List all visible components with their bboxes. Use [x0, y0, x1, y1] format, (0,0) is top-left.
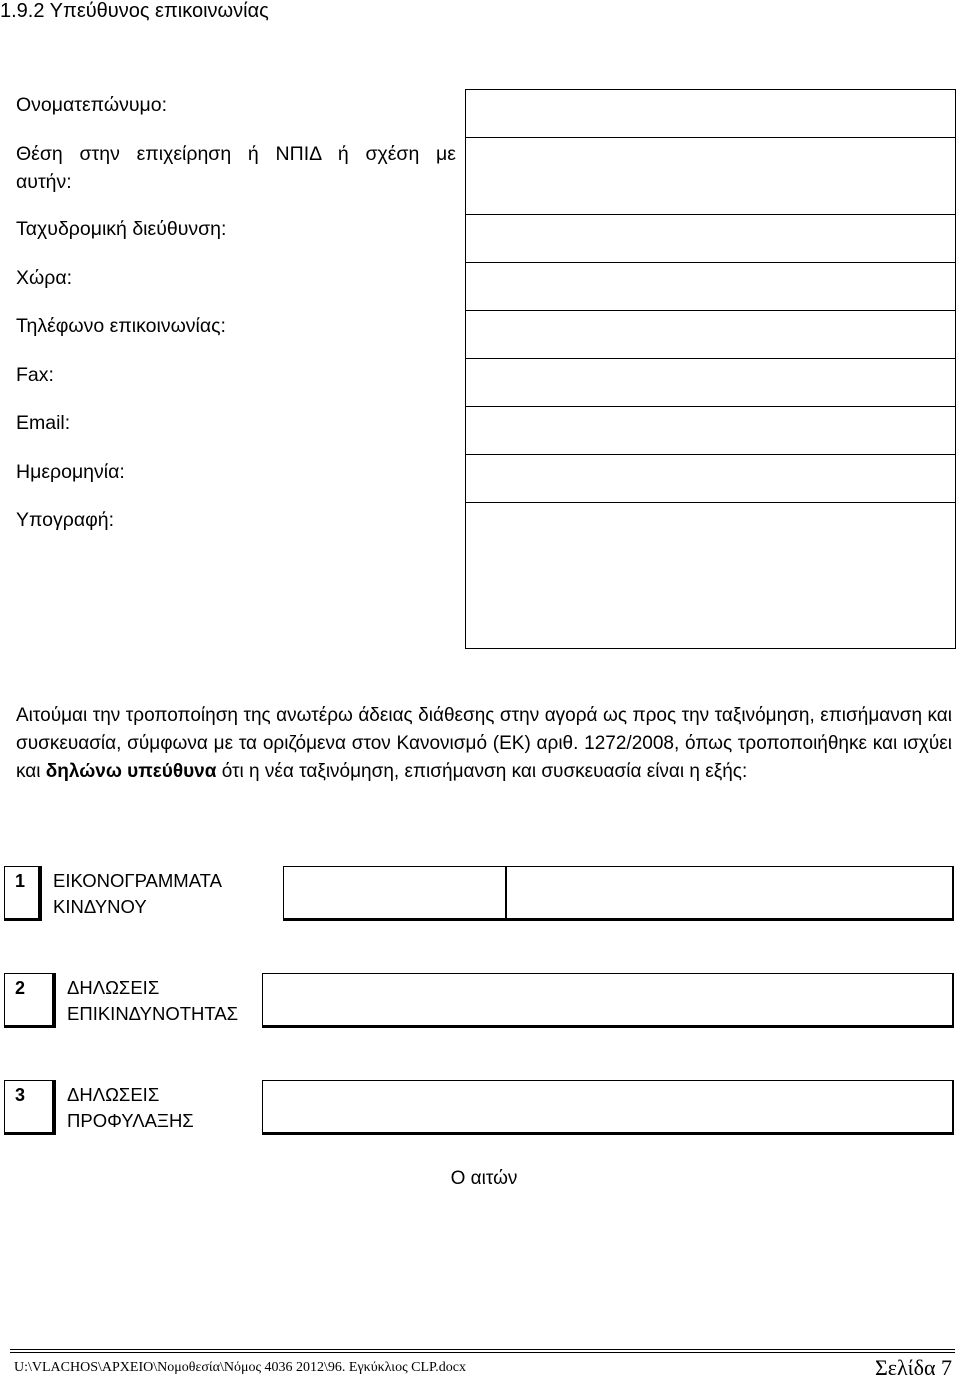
precautionary-statements-field[interactable] — [262, 1080, 954, 1135]
footer-divider — [10, 1349, 955, 1353]
contact-form-grid — [465, 89, 956, 649]
section-label-1-line1: ΕΙΚΟΝΟΓΡΑΜΜΑΤΑ — [53, 870, 222, 891]
country-field[interactable] — [466, 263, 955, 311]
section-number-3: 3 — [4, 1080, 56, 1135]
position-label: Θέση στην επιχείρηση ή ΝΠΙΔ ή σχέση με — [16, 143, 456, 165]
section-label-2 — [67, 975, 238, 1027]
full-name-field[interactable] — [466, 90, 955, 138]
email-field[interactable] — [466, 407, 955, 455]
full-name-label: Ονοματεπώνυμο: — [16, 94, 167, 116]
section-label-1-line2: ΚΙΝΔΥΝΟΥ — [53, 896, 147, 917]
declaration-bold: δηλώνω υπεύθυνα — [45, 761, 217, 782]
signature-label: Υπογραφή: — [16, 509, 115, 531]
hazard-statements-field[interactable] — [262, 973, 954, 1028]
fax-field[interactable] — [466, 359, 955, 407]
signature-field[interactable] — [466, 503, 955, 648]
postal-address-label: Ταχυδρομική διεύθυνση: — [16, 218, 227, 240]
hazard-pictograms-divider — [505, 867, 507, 918]
section-label-3-line2: ΠΡΟΦΥΛΑΞΗΣ — [67, 1110, 194, 1131]
applicant-label: Ο αιτών — [450, 1168, 518, 1189]
declaration-paragraph — [16, 702, 952, 786]
section-number-2: 2 — [4, 973, 56, 1028]
section-number-1: 1 — [4, 866, 42, 921]
date-field[interactable] — [466, 455, 955, 503]
date-label: Ημερομηνία: — [16, 461, 125, 483]
position-label-cont: αυτήν: — [16, 171, 72, 193]
phone-label: Τηλέφωνο επικοινωνίας: — [16, 315, 226, 337]
email-label: Email: — [16, 412, 71, 434]
section-label-2-line2: ΕΠΙΚΙΝΔΥΝΟΤΗΤΑΣ — [67, 1003, 239, 1024]
declaration-text-2: ότι η νέα ταξινόμηση, επισήμανση και συσκευασία είναι η εξής: — [216, 761, 748, 782]
section-label-1 — [53, 868, 222, 920]
footer-file-path: U:\VLACHOS\ΑΡΧΕΙΟ\Νομοθεσία\Νόμος 4036 2012\96. Εγκύκλιος CLP.docx — [14, 1360, 466, 1375]
declaration-text-1: Αιτούμαι την τροποποίηση της ανωτέρω άδειας διάθεσης στην αγορά ως προς την ταξινόμηση, επισήμανση και συσκευασία, σύμφωνα με τα οριζόμενα στον Κανονισμό (ΕΚ) αριθ. 1272/2008, όπως τροποποιήθηκε και ισχύει και — [16, 705, 952, 782]
country-label: Χώρα: — [16, 267, 73, 289]
section-label-3 — [67, 1082, 194, 1134]
phone-field[interactable] — [466, 311, 955, 359]
hazard-pictograms-field[interactable] — [283, 866, 954, 921]
fax-label: Fax: — [16, 364, 54, 386]
section-label-3-line1: ΔΗΛΩΣΕΙΣ — [67, 1084, 160, 1105]
postal-address-field[interactable] — [466, 215, 955, 263]
footer-page-number: Σελίδα 7 — [874, 1355, 952, 1380]
position-field[interactable] — [466, 138, 955, 215]
section-heading: 1.9.2 Υπεύθυνος επικοινωνίας — [0, 0, 269, 22]
section-label-2-line1: ΔΗΛΩΣΕΙΣ — [67, 977, 160, 998]
